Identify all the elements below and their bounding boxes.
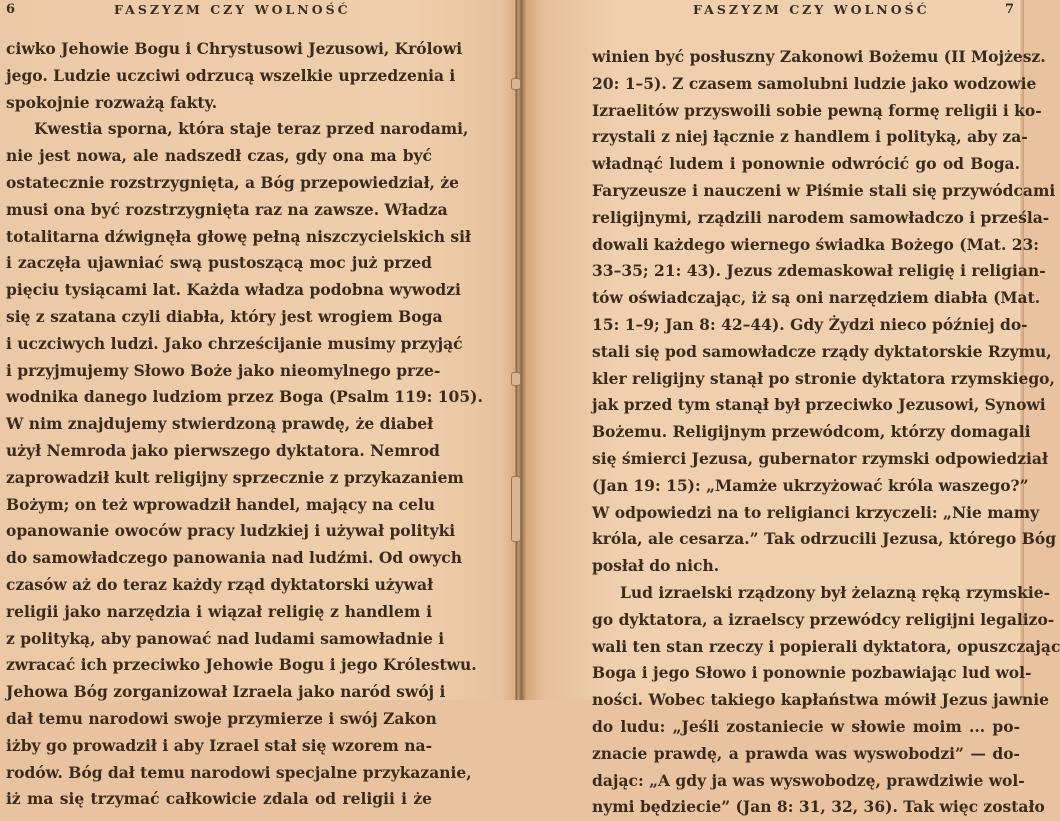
text-line: króla, ale cesarza.” Tak odrzucili Jezusa, którego Bóg [592, 529, 1057, 549]
page-number: 6 [6, 2, 16, 17]
text-line: do samowładczego panowania nad ludźmi. Od owych [6, 548, 462, 568]
text-line: 15: 1–9; Jan 8: 42–44). Gdy Żydzi nieco później do- [592, 314, 1028, 334]
text-line: z polityką, aby panować nad ludami samowładnie i [6, 628, 445, 648]
text-line: kler religijny stanął po stronie dyktatora rzymskiego, [592, 368, 1055, 388]
text-line: się śmierci Jezusa, gubernator rzymski odpowiedział [592, 448, 1048, 468]
text-line: zaprowadził kult religijny sprzecznie z przykazaniem [6, 467, 464, 487]
text-line: iżby go prowadził i aby Izrael stał się wzorem na- [6, 735, 432, 755]
text-line: Faryzeusze i nauczeni w Piśmie stali się przywódcami [592, 180, 1056, 200]
text-line: religii jako narzędzia i wiązał religię z handlem i [6, 601, 432, 621]
text-line: stali się pod samowładcze rządy dyktatorskie Rzymu, [592, 341, 1052, 361]
text-line: zwracać ich przeciwko Jehowie Bogu i jego Królestwu. [6, 655, 477, 675]
text-line: go dyktatora, a izraelscy przewódcy religijni legalizo- [592, 609, 1055, 629]
right-page [512, 0, 1060, 817]
text-line: spokojnie rozważą fakty. [6, 92, 218, 112]
text-line: dowali każdego wiernego świadka Bożego (Mat. 23: [592, 234, 1040, 254]
text-line: władnąć ludem i ponownie odwrócić go od Boga. [592, 154, 1020, 174]
left-page-header [6, 2, 436, 24]
text-line: nie jest nowa, ale nadszedł czas, gdy ona ma być [6, 146, 432, 166]
text-line: winien być posłuszny Zakonowi Bożemu (II Mojżesz. [592, 47, 1046, 66]
text-line: pięciu tysiącami lat. Każda władza podobna wywodzi [6, 280, 461, 300]
text-line: religijnymi, rządzili narodem samowładczo i prześla- [592, 207, 1050, 227]
text-line: Jehowa Bóg zorganizował Izraela jako naród swój i [6, 682, 446, 702]
text-line: W nim znajdujemy stwierdzoną prawdę, że diabeł [6, 414, 434, 434]
text-line: czasów aż do teraz każdy rząd dyktatorski używał [6, 574, 434, 594]
text-line: wali ten stan rzeczy i popierali dyktatora, opuszczając [592, 636, 1060, 656]
text-line: się z szatana czyli diabła, który jest wrogiem Boga [6, 306, 443, 326]
text-line: jak przed tym stanął był przeciwko Jezusowi, Synowi [592, 395, 1046, 415]
text-line: nymi będziecie” (Jan 8: 31, 32, 36). Tak więc zostało [592, 797, 1045, 817]
text-line: totalitarna dźwignęła głowę pełną niszczycielskich sił [6, 226, 471, 246]
text-line: musi ona być rozstrzygnięta raz na zawsze. Władza [6, 199, 448, 219]
text-line: Bożym; on też wprowadził handel, mający na celu [6, 494, 436, 514]
text-line: rzystali z niej łącznie z handlem i polityką, aby za- [592, 127, 1028, 147]
text-line: do ludu: „Jeśli zostaniecie w słowie moim ... po- [592, 716, 1020, 736]
page-number: 7 [1004, 2, 1014, 17]
text-line: Bożemu. Religijnym przewódcom, którzy domagali [592, 422, 1031, 442]
text-line: tów oświadczając, iż są oni narzędziem diabła (Mat. [592, 288, 1041, 308]
text-line: Boga i jego Słowo i ponownie pozbawiając lud wol- [592, 663, 1032, 683]
text-line: posłał do nich. [592, 556, 720, 576]
text-line: opanowanie owoców pracy ludzkiej i używał polityki [6, 521, 456, 541]
text-line: ciwko Jehowie Bogu i Chrystusowi Jezusowi, Królowi [6, 39, 463, 58]
left-page [0, 0, 512, 809]
text-line: i zaczęła ujawniać swą pustoszącą moc już przed [6, 253, 432, 273]
running-title: FASZYZM CZY WOLNOŚĆ [693, 2, 930, 17]
text-line: ności. Wobec takiego kapłaństwa mówił Jezus jawnie [592, 690, 1050, 710]
text-line: dając: „A gdy ja was wyswobodzę, prawdziwie wol- [592, 770, 1025, 790]
text-line: i uczciwych ludzi. Jako chrześcijanie musimy przyjąć [6, 333, 463, 353]
text-line: wodnika danego ludziom przez Boga (Psalm 119: 105). [6, 387, 483, 407]
text-line: (Jan 19: 15): „Mamże ukrzyżować króla waszego?” [592, 475, 1029, 495]
right-page-header [592, 2, 1024, 24]
running-title: FASZYZM CZY WOLNOŚĆ [114, 2, 351, 17]
text-line: użył Nemroda jako pierwszego dyktatora. Nemrod [6, 440, 440, 460]
text-line: 20: 1–5). Z czasem samolubni ludzie jako wodzowie [592, 73, 1037, 93]
text-line: i przyjmujemy Słowo Boże jako nieomylnego prze- [6, 360, 441, 380]
right-page-body [592, 44, 1060, 821]
text-line: jego. Ludzie uczciwi odrzucą wszelkie uprzedzenia i [6, 65, 456, 85]
text-line: iż ma się trzymać całkowicie zdala od religii i że [6, 789, 432, 809]
text-line: Lud izraelski rządzony był żelazną ręką rzymskie- [620, 582, 1051, 602]
left-page-body [6, 36, 483, 813]
text-line: rodów. Bóg dał temu narodowi specjalne przykazanie, [6, 762, 472, 782]
text-line: ostatecznie rozstrzygnięta, a Bóg przepowiedział, że [6, 172, 460, 192]
text-line: Kwestia sporna, która staje teraz przed narodami, [34, 119, 469, 139]
text-line: dał temu narodowi swoje przymierze i swój Zakon [6, 708, 437, 728]
text-line: znacie prawdę, a prawda was wyswobodzi” — do- [592, 743, 1020, 763]
text-line: W odpowiedzi na to religianci krzyczeli: „Nie mamy [592, 502, 1040, 522]
text-line: 33–35; 21: 43). Jezus zdemaskował religię i religian- [592, 261, 1046, 281]
text-line: Izraelitów przyswoili sobie pewną formę religii i ko- [592, 100, 1042, 120]
